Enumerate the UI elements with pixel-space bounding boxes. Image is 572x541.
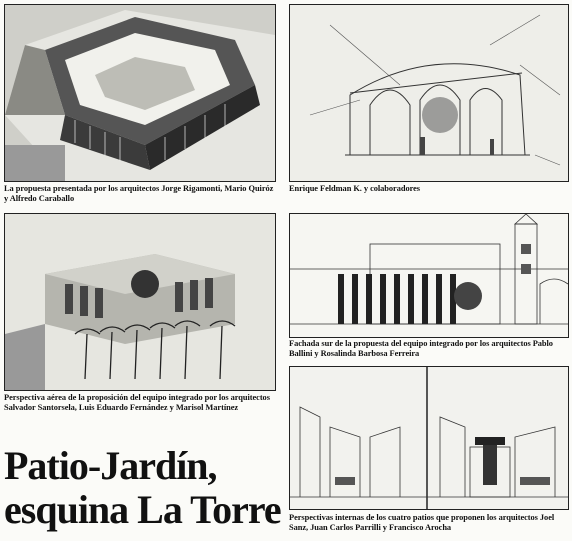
- caption-fig1: La propuesta presentada por los arquitectos Jorge Rigamonti, Mario Quiróz y Alfredo Caraballo: [4, 184, 274, 203]
- facade-elevation-illustration: [290, 214, 568, 337]
- caption-fig3: Perspectiva aérea de la proposición del equipo integrado por los arquitectos Salvador Santorsela, Luis Eduardo Fernández y Marisol Martínez: [4, 393, 270, 412]
- figure-patios-sanz: [289, 366, 569, 510]
- figure-facade-ballini: [289, 213, 569, 338]
- figure-model-rigamonti: [4, 4, 276, 182]
- model-photo-illustration: [5, 5, 275, 181]
- headline-line-2: esquina La Torre: [4, 487, 281, 532]
- headline-line-1: Patio-Jardín,: [4, 443, 217, 488]
- caption-fig4: Fachada sur de la propuesta del equipo integrado por los arquitectos Pablo Ballini y Rosalinda Barbosa Ferreira: [289, 339, 553, 358]
- sketch-illustration: [290, 5, 568, 181]
- patio-perspectives-illustration: [290, 367, 568, 509]
- caption-fig5: Perspectivas internas de los cuatro patios que proponen los arquitectos Joel Sanz, Juan Carlos Parrilli y Francisco Arocha: [289, 513, 555, 532]
- caption-fig2: Enrique Feldman K. y colaboradores: [289, 184, 420, 193]
- figure-sketch-feldman: [289, 4, 569, 182]
- figure-aerial-santorsela: [4, 213, 276, 391]
- article-headline: [4, 444, 281, 532]
- aerial-perspective-illustration: [5, 214, 275, 390]
